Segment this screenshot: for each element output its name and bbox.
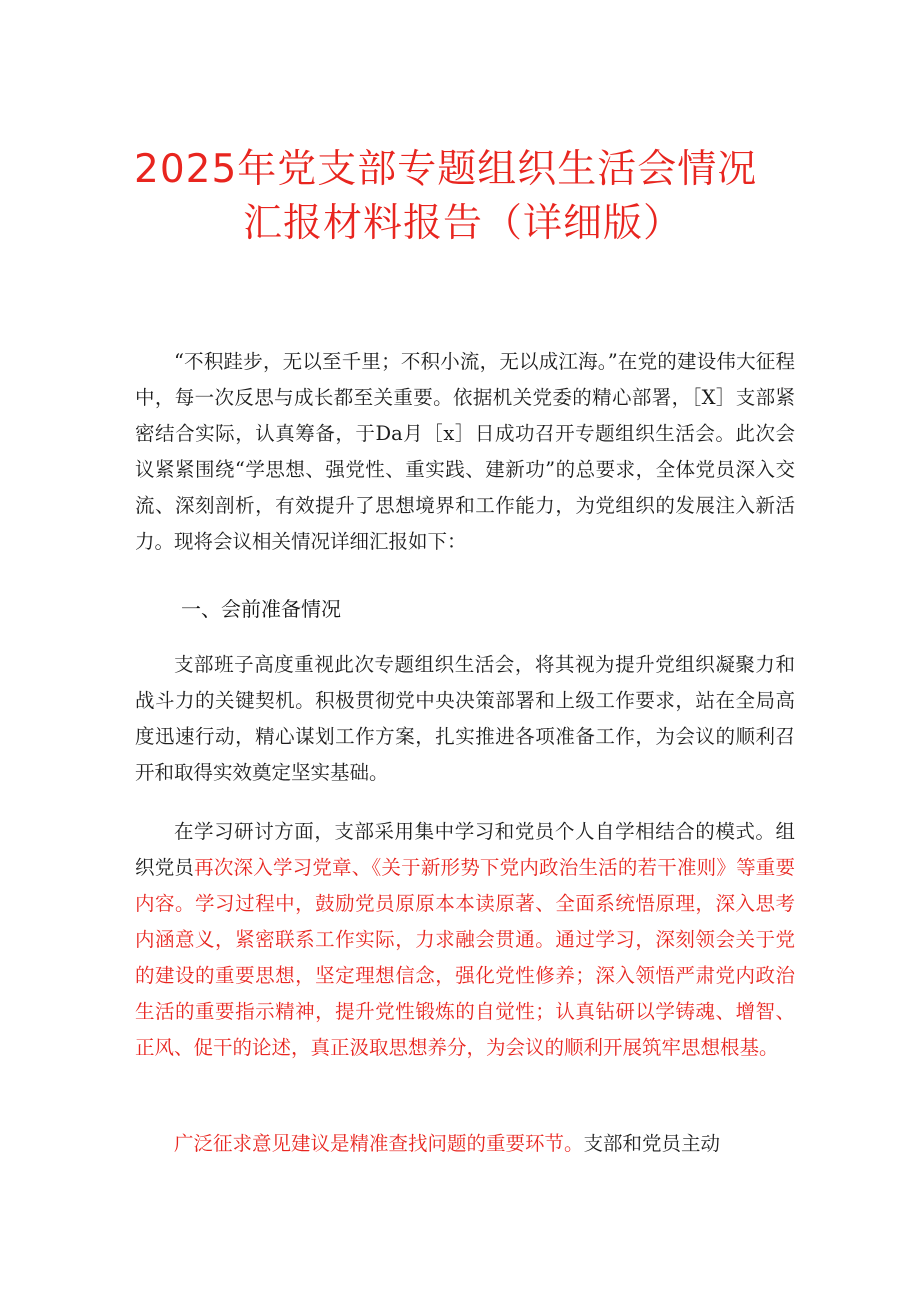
feedback-paragraph	[135, 1126, 795, 1162]
feedback-paragraph-text: 支部和党员主动	[583, 1132, 721, 1155]
document-title-line1: 2025年党支部专题组织生活会情况	[134, 147, 758, 192]
study-paragraph-highlight: 再次深入学习党章、《关于新形势下党内政治生活的若干准则》等重要内容。学习过程中，鼓励党员原原本本读原著、全面系统悟原理，深入思考内涵意义，紧密联系工作实际，力求融会贯通。通过学习，深刻领会关于党的建设的重要思想，坚定理想信念，强化党性修养；深入领悟严肃党内政治生活的重要指示精神，提升党性锻炼的自觉性；认真钻研以学铸魂、增智、正风、促干的论述，真正汲取思想养分，为会议的顺利开展筑牢思想根基。	[135, 856, 795, 1059]
preparation-paragraph: 支部班子高度重视此次专题组织生活会，将其视为提升党组织凝聚力和战斗力的关键契机。积极贯彻党中央决策部署和上级工作要求，站在全局高度迅速行动，精心谋划工作方案，扎实推进各项准备工作，为会议的顺利召开和取得实效奠定坚实基础。	[135, 653, 795, 784]
feedback-paragraph-highlight: 广泛征求意见建议是精准查找问题的重要环节。	[174, 1132, 584, 1155]
document-title-line2: 汇报材料报告（详细版）	[243, 201, 684, 246]
intro-paragraph: “不积跬步，无以至千里；不积小流，无以成江海。”在党的建设伟大征程中，每一次反思与成长都至关重要。依据机关党委的精心部署，［X］支部紧密结合实际，认真筹备，于Da月［x］日成功召开专题组织生活会。此次会议紧紧围绕“学思想、强党性、重实践、建新功”的总要求，全体党员深入交流、深刻剖析，有效提升了思想境界和工作能力，为党组织的发展注入新活力。现将会议相关情况详细汇报如下：	[135, 350, 795, 553]
study-paragraph-intro: 在学习研讨方面，支部采用集中学习和党员个人自学相结合的模式。组织党员	[135, 820, 795, 879]
section-heading-preparation: 一、会前准备情况	[181, 597, 341, 621]
study-paragraph	[135, 814, 795, 1066]
